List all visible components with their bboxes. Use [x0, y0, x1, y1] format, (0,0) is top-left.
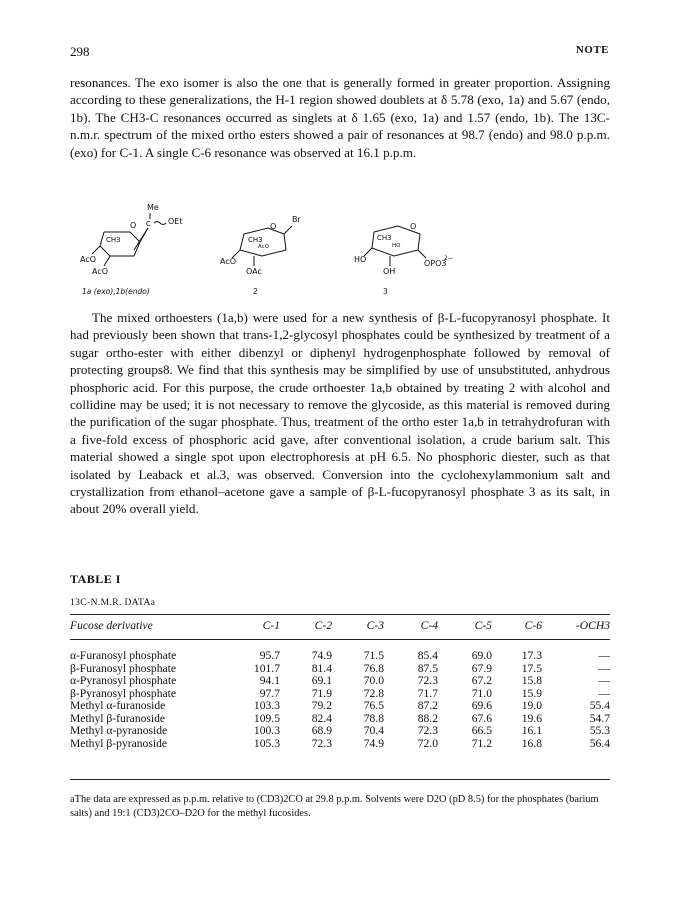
- table-cell: 71.7: [417, 686, 438, 700]
- structure-1a-1b: [80, 203, 183, 296]
- s2-br: Br: [292, 215, 301, 224]
- col-header: C-3: [366, 618, 384, 632]
- table-cell: 55.4: [589, 699, 610, 712]
- table-cell: 70.4: [363, 724, 384, 737]
- table-cell: 72.3: [311, 736, 332, 750]
- s2-ring-o: O: [270, 222, 277, 231]
- table-cell: 71.5: [363, 649, 384, 662]
- structure-3-label: 3: [383, 287, 388, 296]
- table-cell: 16.8: [521, 736, 542, 750]
- s3-ho-ring: HO: [392, 243, 401, 249]
- table-cell: 76.5: [363, 699, 384, 712]
- s2-oac: OAc: [246, 267, 262, 276]
- s3-ring-o: O: [410, 222, 417, 231]
- s1-ch3: CH3: [106, 236, 121, 244]
- table-cell: 87.2: [417, 699, 438, 712]
- table-cell: 85.4: [417, 649, 438, 662]
- table-cell: 79.2: [311, 699, 332, 712]
- structure-2: [220, 215, 301, 296]
- s2-aco-ring: AcO: [258, 244, 270, 250]
- table-cell: 101.7: [253, 661, 280, 675]
- table-cell: 67.2: [471, 674, 492, 687]
- table-cell: —: [598, 649, 610, 662]
- s1-ring-o: O: [130, 221, 137, 230]
- nmr-data-table: [70, 614, 610, 750]
- table-cell: 105.3: [253, 736, 280, 750]
- col-header: C-4: [420, 618, 438, 632]
- table-cell: —: [598, 661, 610, 675]
- table-row: [70, 650, 610, 663]
- table-cell: 100.3: [253, 724, 280, 737]
- s3-oh: OH: [383, 267, 396, 276]
- table-cell: 67.6: [471, 711, 492, 725]
- table-row: [70, 725, 610, 738]
- row-label: α-Furanosyl phosphate: [70, 649, 177, 662]
- table-bottom-rule: [70, 779, 610, 780]
- col-header: C-2: [314, 618, 332, 632]
- table-cell: 55.3: [589, 724, 610, 737]
- table-cell: 16.1: [521, 724, 542, 737]
- row-label: β-Furanosyl phosphate: [70, 661, 177, 675]
- table-cell: 70.0: [363, 674, 384, 687]
- table-cell: 72.3: [417, 674, 438, 687]
- table-cell: 68.9: [311, 724, 332, 737]
- col-header: -OCH3: [575, 618, 610, 632]
- table-header-row: [70, 614, 610, 636]
- table-cell: 54.7: [589, 711, 610, 725]
- table-cell: 88.2: [417, 711, 438, 725]
- table-subtitle: 13C-N.M.R. DATAa: [70, 598, 156, 608]
- s3-charge: 2−: [444, 255, 453, 262]
- s3-ho: HO: [354, 255, 367, 264]
- col-header: C-1: [262, 618, 280, 632]
- s2-ch3: CH3: [248, 236, 263, 244]
- table-cell: 17.3: [521, 649, 542, 662]
- table-cell: —: [598, 686, 610, 700]
- s1-aco-1: AcO: [80, 255, 97, 264]
- table-cell: 19.6: [521, 711, 542, 725]
- table-cell: 76.8: [363, 661, 384, 675]
- table-cell: 56.4: [589, 736, 610, 750]
- table-row: [70, 738, 610, 751]
- chemical-structures: [70, 200, 610, 300]
- table-cell: 81.4: [311, 661, 332, 675]
- s2-aco: AcO: [220, 257, 237, 266]
- table-cell: 82.4: [311, 711, 332, 725]
- row-label: Methyl β-furanoside: [70, 711, 166, 725]
- table-cell: 78.8: [363, 711, 384, 725]
- table-cell: 15.9: [521, 686, 542, 700]
- s3-opo3: OPO3: [424, 259, 447, 268]
- structure-2-label: 2: [253, 287, 258, 296]
- table-cell: 74.9: [363, 736, 384, 750]
- row-label: α-Pyranosyl phosphate: [70, 674, 177, 687]
- table-cell: 109.5: [253, 711, 280, 725]
- table-cell: 71.0: [471, 686, 492, 700]
- table-footnote: aThe data are expressed as p.p.m. relative to (CD3)2CO at 29.8 p.p.m. Solvents were D2O (pD 8.5) for the phosphates (barium salts) and 19:1 (CD3)2CO–D2O for the methyl fucosides.: [70, 794, 599, 819]
- table-cell: —: [598, 674, 610, 687]
- table-cell: 19.0: [521, 699, 542, 712]
- table-cell: 94.1: [259, 674, 280, 687]
- table-cell: 103.3: [253, 699, 280, 712]
- col-header: C-5: [474, 618, 492, 632]
- table-cell: 95.7: [259, 649, 280, 662]
- running-head: NOTE: [575, 44, 609, 56]
- table-cell: 74.9: [311, 649, 332, 662]
- s3-ch3: CH3: [377, 234, 392, 242]
- row-label: β-Pyranosyl phosphate: [70, 686, 177, 700]
- table-cell: 72.8: [363, 686, 384, 700]
- row-label: Methyl α-pyranoside: [70, 724, 168, 737]
- table-cell: 97.7: [259, 686, 280, 700]
- table-label: TABLE I: [70, 572, 121, 586]
- table-cell: 72.3: [417, 724, 438, 737]
- col-header: Fucose derivative: [70, 618, 153, 632]
- table-cell: 71.9: [311, 686, 332, 700]
- row-label: Methyl α-furanoside: [70, 699, 166, 712]
- structure-3: [354, 222, 453, 296]
- structure-1-label: 1a (exo),1b(endo): [82, 287, 150, 296]
- table-cell: 87.5: [417, 661, 438, 675]
- col-header: C-6: [524, 618, 542, 632]
- table-cell: 66.5: [471, 724, 492, 737]
- table-cell: 69.1: [311, 674, 332, 687]
- table-cell: 67.9: [471, 661, 492, 675]
- table-row: [70, 700, 610, 713]
- s1-oet: OEt: [168, 217, 183, 226]
- page-header: [70, 44, 609, 60]
- table-cell: 69.0: [471, 649, 492, 662]
- table-row: [70, 675, 610, 688]
- table-cell: 17.5: [521, 661, 542, 675]
- row-label: Methyl β-pyranoside: [70, 736, 168, 750]
- paragraph-1: resonances. The exo isomer is also the one that is generally formed in greater proportion. Assigning according to these generalizations, the H-1 region showed doublets at δ 5.78 (exo, 1a) and 5.67 (endo, 1b). The CH3-C resonances occurred as singlets at δ 1.65 (exo, 1a) and 1.57 (endo, 1b). The 13C-n.m.r. spectrum of the mixed ortho esters showed a pair of resonances at 98.7 (endo) and 98.0 p.p.m. (exo) for C-1. A single C-6 resonance was observed at 16.1 p.p.m.: [70, 75, 610, 160]
- svg-text:C: C: [146, 220, 151, 228]
- table-cell: 15.8: [521, 674, 542, 687]
- page-number: 298: [70, 44, 90, 59]
- table-cell: 69.6: [471, 699, 492, 712]
- table-cell: 72.0: [417, 736, 438, 750]
- table-cell: 71.2: [471, 736, 492, 750]
- s1-aco-2: AcO: [92, 267, 109, 276]
- paragraph-2: The mixed orthoesters (1a,b) were used for a new synthesis of β-L-fucopyranosyl phosphate. It had previously been shown that trans-1,2-glycosyl phosphates could be synthesized by treatment of a sugar ortho-ester with either dibenzyl or diphenyl hydrogenphosphate followed by removal of protecting groups8. We find that this synthesis may be simplified by use of unsubstituted, anhydrous phosphoric acid. For this purpose, the crude orthoester 1a,b obtained by treating 2 with alcohol and collidine may be used; it is not necessary to remove the glycoside, as this material is removed during the purification of the sugar phosphate. Thus, treatment of the ortho ester 1a,b in tetrahydrofuran with a five-fold excess of phosphoric acid gave, after conventional isolation, a crude barium salt. This material showed a single spot upon electrophoresis at pH 6.5. No phosphoric diester, such as that isolated by Leaback et al.3, was observed. Conversion into the cyclohexylammonium salt and crystallization from ethanol–acetone gave a sample of β-L-fucopyranosyl phosphate 3 as its salt, in about 20% overall yield.: [70, 310, 610, 517]
- s1-me: Me: [147, 203, 159, 212]
